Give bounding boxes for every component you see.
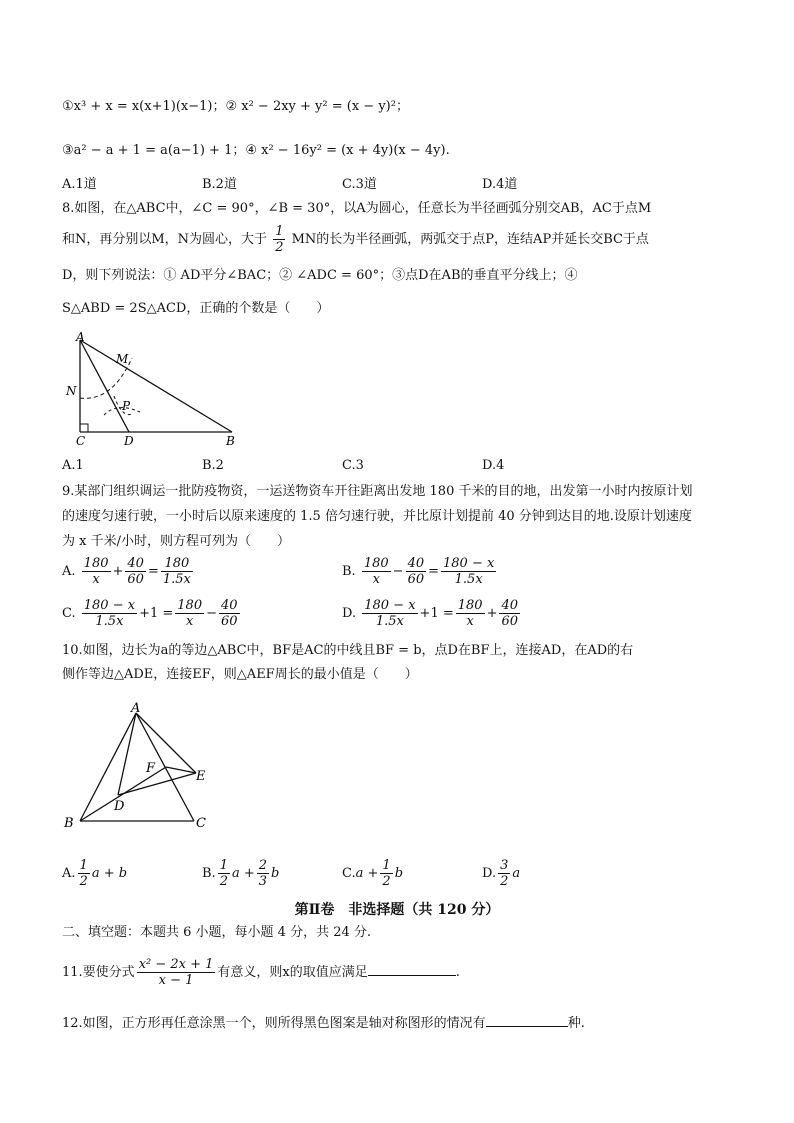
q9-line3: 为 x 千米/小时，则方程可列为（ ） (62, 534, 290, 549)
q7-option-c: C.3道 (342, 177, 377, 192)
operator: + (486, 606, 498, 621)
q11-end: . (455, 965, 460, 980)
frac-den: x (186, 614, 194, 629)
frac-num: 40 (221, 598, 238, 613)
frac-num: 1 (382, 858, 391, 873)
frac-num: 2 (258, 858, 268, 873)
q11-post: 有意义，则x的取值应满足 (217, 965, 368, 980)
q8-line2 (62, 224, 649, 255)
q8-option-b: B.2 (202, 458, 224, 473)
fraction (406, 556, 427, 587)
frac-den: 1.5x (162, 572, 191, 587)
q9-option-d-label: D. (342, 606, 357, 621)
frac-num: 180 (161, 556, 193, 572)
q7-line2: ③a² − a + 1 = a(a−1) + 1；④ x² − 16y² = (x + 4y)(x − 4y). (62, 143, 450, 158)
fraction (82, 598, 137, 629)
q9-option-c (62, 598, 242, 629)
q10-option-a-label: A. (62, 866, 76, 881)
fraction (82, 556, 111, 587)
q10-figure (60, 700, 220, 834)
q9-line1: 9.某部门组织调运一批防疫物资，一运送物资车开往距离出发地 180 千米的目的地，出发第一小时内按原计划 (62, 484, 693, 499)
expr: b (271, 866, 280, 881)
expr: a + b (91, 866, 128, 881)
fig8-label-c: C (76, 434, 86, 448)
fraction (441, 556, 496, 587)
fraction (380, 858, 392, 889)
q10-option-d-label: D. (482, 866, 497, 881)
q9-option-c-label: C. (62, 606, 76, 621)
q10-option-a (62, 858, 127, 889)
q8-half-fraction (273, 224, 285, 255)
q8-option-d: D.4 (482, 458, 505, 473)
operator: = (428, 564, 440, 579)
q9-option-a (62, 556, 195, 587)
q9-option-b-label: B. (342, 564, 356, 579)
operator: + (112, 564, 124, 579)
q7-option-b: B.2道 (202, 177, 237, 192)
fig10-label-d: D (114, 799, 125, 814)
frac-num: 180 (457, 598, 483, 613)
q8-option-c: C.3 (342, 458, 364, 473)
q8-frac-den: 2 (275, 240, 284, 255)
operator: − (206, 606, 218, 621)
fig10-label-b: B (64, 816, 74, 831)
frac-den: 3 (258, 874, 268, 889)
q8-figure (62, 330, 252, 448)
section2-title: 第Ⅱ卷 非选择题（共 120 分） (294, 902, 500, 918)
fraction (161, 556, 193, 587)
q10-option-b (202, 858, 279, 889)
q10-option-c (342, 858, 403, 889)
frac-den: 1.5x (95, 614, 124, 629)
fraction (257, 858, 269, 889)
fraction (498, 858, 510, 889)
fig8-label-m: M (116, 352, 129, 366)
fraction (125, 556, 146, 587)
operator: − (392, 564, 404, 579)
expr: a (512, 866, 521, 881)
frac-den: 60 (221, 614, 238, 629)
q11-pre: 11.要使分式 (62, 965, 135, 980)
fig8-label-p: P (122, 399, 131, 413)
fraction (219, 598, 240, 629)
fraction (362, 598, 417, 629)
fig10-label-e: E (196, 769, 206, 784)
q9-option-d (342, 598, 522, 629)
fraction (362, 556, 391, 587)
fraction (456, 598, 485, 629)
q10-line2: 侧作等边△ADE，连接EF，则△AEF周长的最小值是（ ） (62, 667, 418, 682)
q12-end: 种. (567, 1016, 585, 1031)
frac-den: 2 (79, 874, 88, 889)
expr: b (394, 866, 404, 881)
operator: +1 = (139, 606, 174, 621)
frac-den: 60 (407, 572, 425, 587)
frac-den: x (372, 572, 380, 587)
q10-option-d (482, 858, 520, 889)
frac-num: 180 (83, 556, 109, 571)
frac-num: 40 (407, 556, 425, 571)
frac-num: 40 (127, 556, 144, 571)
q12-text: 12.如图，正方形再任意涂黑一个，则所得黑色图案是轴对称图形的情况有 (62, 1016, 486, 1031)
q11-answer-blank[interactable] (368, 963, 456, 976)
expr: a + (355, 866, 379, 881)
fig10-label-c: C (196, 816, 206, 831)
fig10-label-f: F (146, 761, 156, 776)
frac-den: x − 1 (158, 973, 194, 988)
q8-line1: 8.如图，在△ABC中，∠C = 90°，∠B = 30°，以A为圆心，任意长为半径画弧分别交AB，AC于点M (62, 201, 652, 216)
frac-num: 180 (177, 598, 203, 613)
q8-frac-num: 1 (275, 224, 284, 239)
frac-den: 1.5x (375, 614, 404, 629)
fig10-label-a: A (131, 701, 141, 716)
fraction (175, 598, 204, 629)
frac-num: 1 (219, 858, 228, 873)
fraction (218, 858, 230, 889)
q12-line (62, 1014, 585, 1032)
q9-line2: 的速度匀速行驶，一小时后以原来速度的 1.5 倍匀速行驶，并比原计划提前 40 分钟到达目的地.设原计划速度 (62, 509, 692, 524)
frac-num: 180 − x (443, 556, 495, 571)
frac-den: 1.5x (454, 572, 483, 587)
fig8-label-b: B (226, 434, 235, 448)
q12-answer-blank[interactable] (486, 1014, 568, 1027)
q8-line2-b: MN的长为半径画弧，两弧交于点P，连结AP并延长交BC于点 (291, 232, 649, 247)
fig8-label-n: N (66, 384, 77, 398)
q9-option-b (342, 556, 498, 587)
frac-num: 180 (363, 556, 389, 571)
frac-num: 180 − x (364, 598, 416, 613)
q7-line1: ①x³ + x = x(x+1)(x−1)；② x² − 2xy + y² = (x − y)²； (62, 99, 409, 114)
fig8-label-d: D (124, 434, 134, 448)
frac-num: 180 − x (83, 598, 136, 613)
q7-option-d: D.4道 (482, 177, 518, 192)
frac-num: 40 (501, 598, 519, 613)
operator: = (147, 564, 159, 579)
q10-line1: 10.如图，边长为a的等边△ABC中，BF是AC的中线且BF = b，点D在BF上，连接AD，在AD的右 (62, 643, 634, 658)
q10-option-c-label: C. (342, 866, 356, 881)
expr: a + (231, 866, 255, 881)
q8-option-a: A.1 (62, 458, 84, 473)
fill-blank-header: 二、填空题：本题共 6 小题，每小题 4 分，共 24 分. (62, 925, 372, 940)
frac-num: 1 (79, 858, 88, 873)
q8-line2-a: 和N，再分别以M，N为圆心，大于 (62, 232, 268, 247)
frac-den: 2 (382, 874, 391, 889)
fraction (499, 598, 520, 629)
frac-num: x² − 2x + 1 (138, 957, 214, 972)
frac-num: 3 (500, 858, 509, 873)
fraction (78, 858, 90, 889)
frac-den: 2 (500, 874, 509, 889)
fig8-label-a: A (76, 330, 85, 344)
frac-den: 60 (501, 614, 519, 629)
q8-line4: S△ABD = 2S△ACD，正确的个数是（ ） (62, 301, 330, 316)
frac-den: x (92, 572, 100, 587)
q11-fraction (137, 957, 216, 988)
q9-option-a-label: A. (62, 564, 76, 579)
q10-option-b-label: B. (202, 866, 216, 881)
q8-line3: D，则下列说法：① AD平分∠BAC；② ∠ADC = 60°；③点D在AB的垂直平分线上；④ (62, 268, 578, 283)
frac-den: 2 (219, 874, 228, 889)
q11-line (62, 957, 460, 988)
q7-option-a: A.1道 (62, 177, 97, 192)
operator: +1 = (419, 606, 454, 621)
frac-den: 60 (127, 572, 144, 587)
frac-den: x (466, 614, 474, 629)
